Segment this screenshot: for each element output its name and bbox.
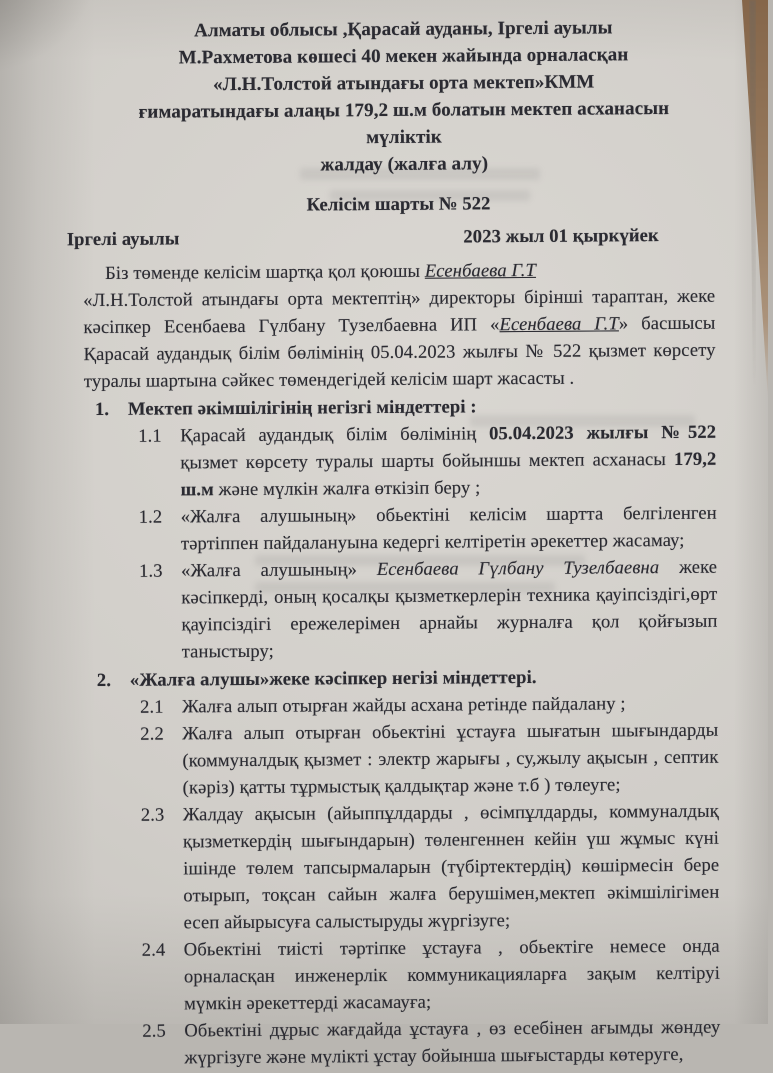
section-number: 1. xyxy=(94,398,110,421)
clause-number: 2.3 xyxy=(140,804,165,826)
title-line: Алматы облысы ,Қарасай ауданы, Іргелі ауылы xyxy=(194,17,613,42)
intro-paragraph: «Л.Н.Толстой атындағы орта мектептің» директоры бірінші тараптан, жеке кәсіпкер Есенбаева Гүлбану Тузелбаевна ИП «Есенбаева Г.Т» басшысы Қарасай аудандық білім бөлімінің 05.04.2023 жылғы № 522 қызмет көрсету туралы шартына сәйкес төмендегідей келісім шарт жасасты . xyxy=(83,285,716,393)
clause-item xyxy=(139,500,717,558)
clause-item xyxy=(140,717,719,802)
clause-text: Обьектіні тиісті тәртіпке ұстауға , обьектіге немесе онда орналасқан инженерлік коммуникацияларға зақым келтіруі мүмкін әрекеттерді жасамауға; xyxy=(183,935,721,1015)
clause-text: Обьектіні дұрыс жағдайда ұстауға , өз есебінен ағымды жөндеу жүргізуге және мүлікті ұстау бойынша шығыстарды көтеруге, xyxy=(184,1016,721,1069)
clause-number: 1.2 xyxy=(138,506,163,528)
title-line: жалдау (жалға алу) xyxy=(320,153,489,176)
clause-number: 2.2 xyxy=(140,723,164,745)
clause-item xyxy=(142,1014,720,1072)
date-label: 2023 жыл 01 қыркүйек xyxy=(463,225,659,248)
clause-text: «Жалға алушының» Есенбаева Гүлбану Тузелбаевна жеке кәсіпкерді, оның қосалқы қызметкерлерін техника қауіпсіздігі,өрт қауіпсіздігі ережелерімен арнайы журналға қол қойғызып таныстыру; xyxy=(181,556,718,663)
place-date-row xyxy=(67,222,715,254)
clause-text: Жалға алып отырған жайды асхана ретінде пайдалану ; xyxy=(181,693,626,718)
clause-text: «Жалға алушының» обьектіні келісім шартта белгіленген тәртіппен пайдалануына кедергі келтіретін әрекеттер жасамау; xyxy=(180,502,717,555)
clause-text: Жалға алып отырған обьектіні ұстауға шығатын шығындарды (коммуналдық қызмет : электр жарығы , су,жылу ақысын , септик (кәріз) қатты тұрмыстық қалдықтар және т.б ) төлеуге; xyxy=(182,719,719,799)
section-title: Мектеп әкімшілігінің негізгі міндеттері : xyxy=(127,396,477,420)
clause-item xyxy=(139,554,718,666)
section-title: «Жалға алушы»жеке кәсіпкер негізі міндеттері. xyxy=(129,666,537,691)
clause-number: 2.5 xyxy=(142,1020,166,1042)
clause-text: Жалдау ақысын (айыппұлдарды , өсімпұлдарды, коммуналдық қызметкердің шығындарын) төленгеннен кейін үш жұмыс күні ішінде төлем тапсырмаларын (түбіртектердің) көшірмесін бере отырып, тоқсан сайын жалға берушімен,мектеп әкімшілігімен есеп айырысуға салыстыруды жүргізуге; xyxy=(182,800,720,934)
clause-item xyxy=(140,690,718,721)
clause-item xyxy=(142,933,721,1018)
title-block xyxy=(81,10,714,180)
clause-item xyxy=(141,798,720,937)
clause-number: 1.3 xyxy=(139,560,163,582)
clause-item xyxy=(138,419,717,504)
place-label: Іргелі ауылы xyxy=(66,228,180,251)
section-number: 2. xyxy=(96,669,112,692)
contract-number-title: Келісім шарты № 522 xyxy=(306,193,491,216)
clause-text: Қарасай аудандық білім бөлімінің 05.04.2023 жылғы №522 қызмет көрсету туралы шарты бойыншы мектеп асханасы 179,2 ш.м және мүлкін жалға өткізіп беру ; xyxy=(180,421,717,501)
clause-number: 1.1 xyxy=(138,425,162,447)
title-line: ғимаратындағы алаңы 179,2 ш.м болатын мектеп асханасын мүліктік xyxy=(138,98,670,149)
clause-number: 2.4 xyxy=(141,939,166,961)
title-line: «Л.Н.Толстой атындағы орта мектеп»КММ xyxy=(212,71,595,96)
clause-number: 2.1 xyxy=(139,696,164,718)
intro-first-line: Біз төменде келісім шартқа қол қоюшы Есенбаева Г.Т xyxy=(104,259,536,284)
title-line: М.Рахметова көшесі 40 мекен жайында орналасқан xyxy=(178,44,629,69)
